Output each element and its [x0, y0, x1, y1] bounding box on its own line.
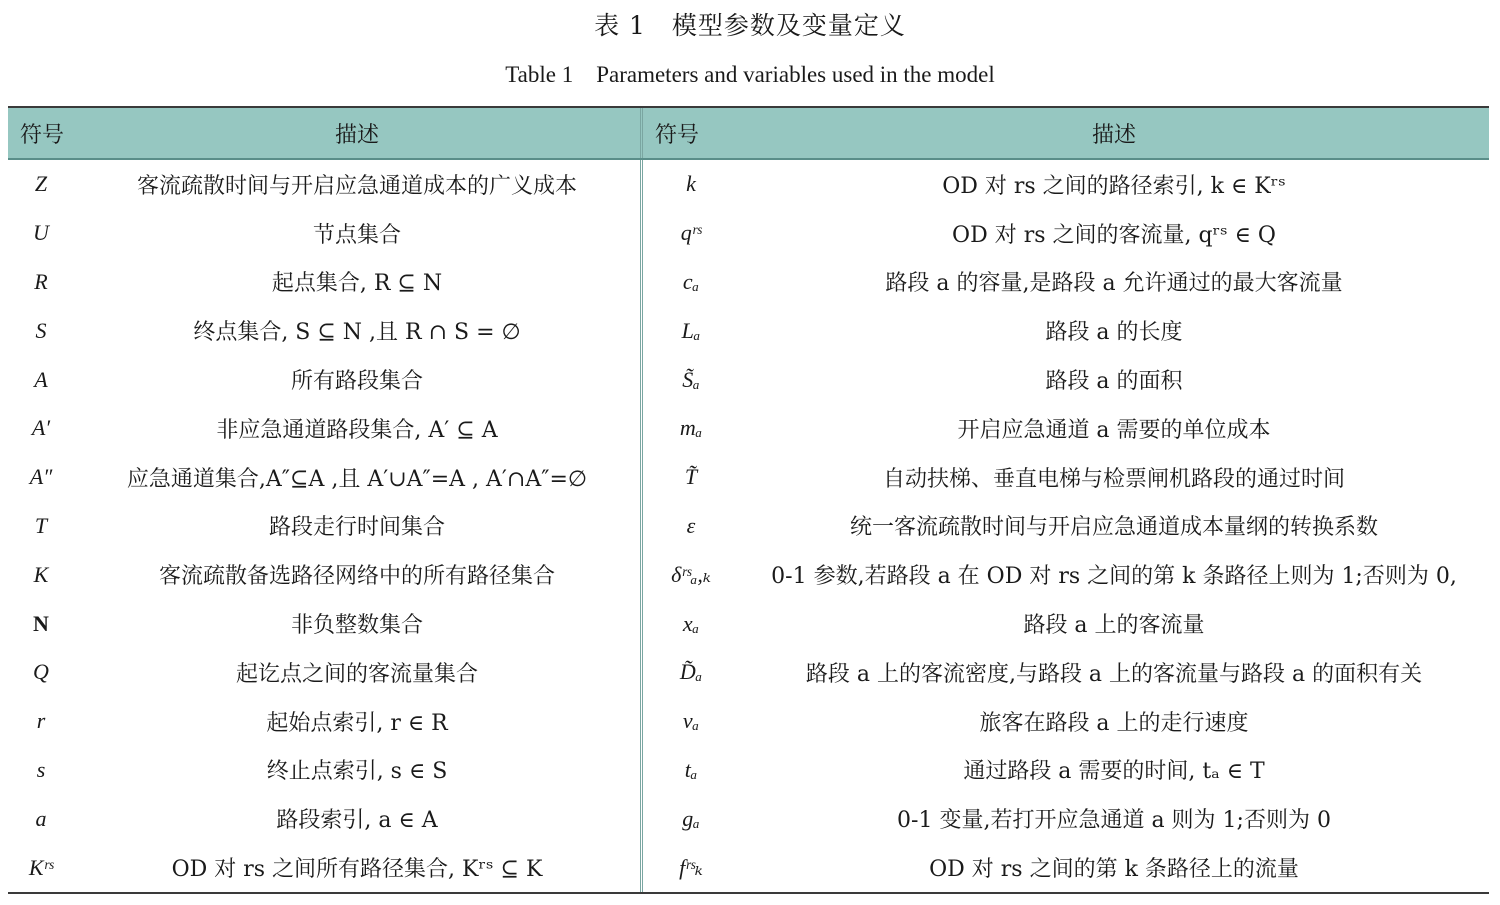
description-cell: 起点集合, R ⊆ N [271, 271, 443, 297]
table-caption-chinese: 表 1 模型参数及变量定义 [594, 11, 906, 40]
row-right-half [643, 209, 1489, 258]
row-right-half [643, 843, 1489, 892]
table-header-row [8, 108, 1489, 160]
description-cell: OD 对 rs 之间的路径索引, k ∈ Kʳˢ [942, 173, 1286, 199]
description-cell: 非负整数集合 [290, 613, 423, 639]
row-right-half [643, 550, 1489, 599]
description-cell: 非应急通道路段集合, A′ ⊆ A [216, 417, 498, 443]
symbol-cell: Q [33, 659, 49, 685]
symbol-cell: qʳˢ [680, 220, 702, 246]
symbol-cell: S [35, 317, 47, 343]
table-body [8, 160, 1489, 892]
description-cell: 路段 a 上的客流量 [1023, 613, 1205, 639]
row-right-half [643, 599, 1489, 648]
symbol-cell: gₐ [682, 805, 700, 831]
row-left-half [8, 697, 643, 746]
description-cell: 客流疏散时间与开启应急通道成本的广义成本 [136, 173, 577, 199]
header-symbol-right: 符号 [655, 122, 700, 148]
header-right-half [643, 108, 1489, 158]
row-left-half [8, 258, 643, 307]
row-left-half [8, 648, 643, 697]
symbol-cell: fʳˢₖ [679, 854, 703, 880]
description-cell: 路段 a 上的客流密度,与路段 a 上的客流量与路段 a 的面积有关 [805, 661, 1423, 687]
row-right-half [643, 746, 1489, 795]
row-right-half [643, 453, 1489, 502]
table-row [8, 550, 1489, 599]
description-cell: 所有路段集合 [290, 369, 423, 395]
row-right-half [643, 258, 1489, 307]
symbol-cell: Lₐ [681, 317, 701, 343]
row-right-half [643, 404, 1489, 453]
row-right-half [643, 306, 1489, 355]
row-left-half [8, 453, 643, 502]
table-row [8, 258, 1489, 307]
symbol-cell: cₐ [682, 268, 700, 294]
description-cell: 路段 a 的面积 [1045, 369, 1183, 395]
symbol-cell: U [33, 220, 49, 246]
description-cell: 通过路段 a 需要的时间, tₐ ∈ T [963, 759, 1265, 785]
description-cell: 起讫点之间的客流量集合 [235, 661, 478, 687]
symbol-cell: R [34, 268, 48, 294]
description-cell: OD 对 rs 之间的客流量, qʳˢ ∈ Q [952, 222, 1276, 248]
table-row [8, 746, 1489, 795]
row-right-half [643, 355, 1489, 404]
table-row [8, 697, 1489, 746]
symbol-cell: mₐ [679, 415, 703, 441]
symbol-cell: tₐ [684, 756, 698, 782]
description-cell: 终点集合, S ⊆ N ,且 R ∩ S = ∅ [193, 320, 521, 346]
description-cell: 客流疏散备选路径网络中的所有路径集合 [158, 564, 555, 590]
header-left-half [8, 108, 643, 158]
symbol-cell: k [686, 171, 696, 197]
table-row [8, 843, 1489, 892]
symbol-cell: xₐ [682, 610, 700, 636]
row-right-half [643, 697, 1489, 746]
symbol-cell: δʳˢₐ,ₖ [671, 561, 711, 587]
description-cell: 开启应急通道 a 需要的单位成本 [957, 417, 1271, 443]
description-cell: 终止点索引, s ∈ S [266, 759, 448, 785]
description-cell: 0-1 参数,若路段 a 在 OD 对 rs 之间的第 k 条路径上则为 1;否则为 0, [771, 564, 1457, 590]
symbol-cell: N [33, 610, 49, 636]
row-left-half [8, 794, 643, 843]
table-row [8, 306, 1489, 355]
description-cell: 路段索引, a ∈ A [276, 808, 438, 834]
row-left-half [8, 502, 643, 551]
description-cell: 旅客在路段 a 上的走行速度 [979, 710, 1249, 736]
table-row [8, 453, 1489, 502]
description-cell: 应急通道集合,A″⊆A ,且 A′∪A″=A , A′∩A″=∅ [126, 466, 588, 492]
symbol-cell: A″ [29, 464, 53, 490]
symbol-cell: A′ [31, 415, 51, 441]
row-left-half [8, 160, 643, 209]
description-cell: 路段 a 的容量,是路段 a 允许通过的最大客流量 [885, 271, 1343, 297]
header-description-left: 描述 [334, 122, 379, 148]
description-cell: OD 对 rs 之间所有路径集合, Kʳˢ ⊆ K [171, 857, 543, 883]
row-right-half [643, 648, 1489, 697]
row-left-half [8, 746, 643, 795]
parameters-table [8, 106, 1489, 894]
description-cell: 0-1 变量,若打开应急通道 a 则为 1;否则为 0 [897, 808, 1331, 834]
symbol-cell: Kʳˢ [28, 854, 54, 880]
row-right-half [643, 794, 1489, 843]
symbol-cell: A [34, 366, 48, 392]
table-row [8, 502, 1489, 551]
table-caption-english: Table 1 Parameters and variables used in the model [505, 62, 995, 87]
symbol-cell: T̃ [684, 464, 698, 490]
header-symbol-left: 符号 [20, 122, 65, 148]
table-row [8, 355, 1489, 404]
symbol-cell: D̃ₐ [679, 659, 703, 685]
row-right-half [643, 160, 1489, 209]
table-row [8, 209, 1489, 258]
symbol-cell: a [35, 805, 47, 831]
symbol-cell: s [36, 756, 46, 782]
table-row [8, 160, 1489, 209]
symbol-cell: S̃ₐ [682, 366, 700, 392]
table-row [8, 404, 1489, 453]
symbol-cell: T [34, 512, 48, 538]
row-right-half [643, 502, 1489, 551]
table-row [8, 648, 1489, 697]
row-left-half [8, 404, 643, 453]
symbol-cell: K [33, 561, 49, 587]
row-left-half [8, 843, 643, 892]
row-left-half [8, 355, 643, 404]
symbol-cell: r [36, 708, 46, 734]
symbol-cell: vₐ [682, 708, 700, 734]
description-cell: OD 对 rs 之间的第 k 条路径上的流量 [929, 857, 1299, 883]
row-left-half [8, 550, 643, 599]
description-cell: 路段走行时间集合 [268, 515, 445, 541]
table-row [8, 599, 1489, 648]
row-left-half [8, 209, 643, 258]
description-cell: 自动扶梯、垂直电梯与检票闸机路段的通过时间 [882, 466, 1345, 492]
table-row [8, 794, 1489, 843]
description-cell: 节点集合 [312, 222, 401, 248]
description-cell: 统一客流疏散时间与开启应急通道成本量纲的转换系数 [849, 515, 1378, 541]
row-left-half [8, 306, 643, 355]
row-left-half [8, 599, 643, 648]
symbol-cell: ε [686, 512, 696, 538]
description-cell: 起始点索引, r ∈ R [266, 710, 448, 736]
description-cell: 路段 a 的长度 [1045, 320, 1183, 346]
symbol-cell: Z [34, 171, 48, 197]
header-description-right: 描述 [1091, 122, 1136, 148]
